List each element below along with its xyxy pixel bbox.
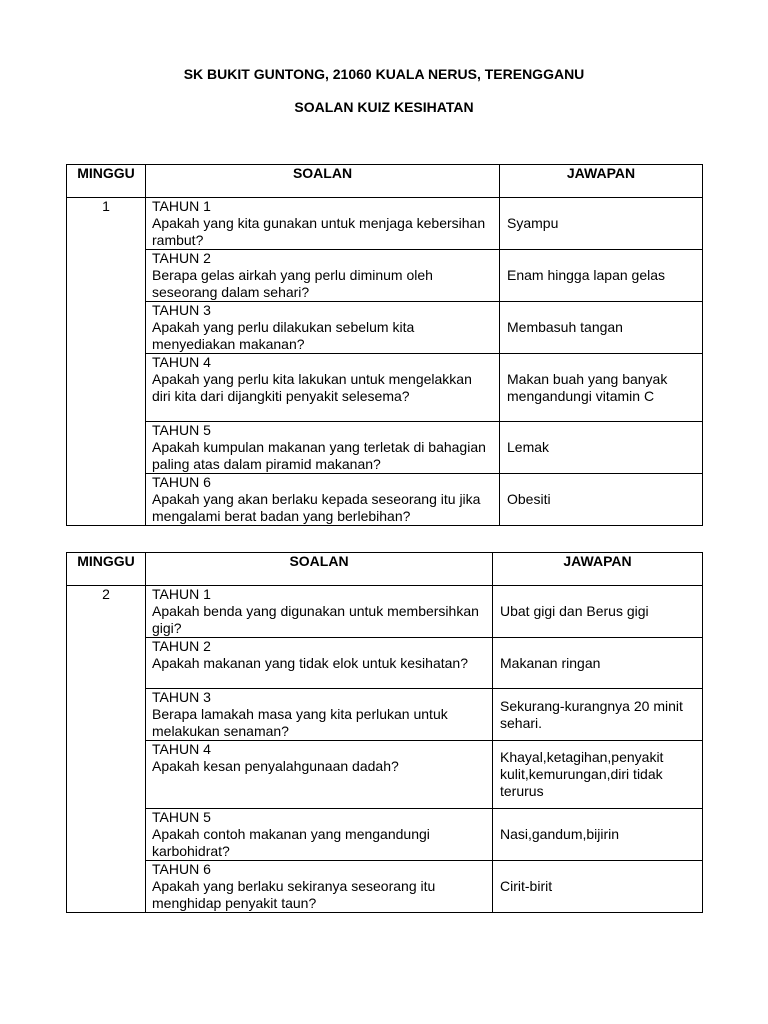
- year-label: TAHUN 6: [152, 861, 211, 877]
- question-cell: [146, 250, 500, 302]
- column-header-minggu: MINGGU: [67, 165, 146, 198]
- table-row: [67, 422, 703, 474]
- table-row: [67, 741, 703, 809]
- question-cell: [146, 302, 500, 354]
- question-cell: [146, 638, 493, 689]
- answer-cell: Makan buah yang banyak mengandungi vitamin C: [500, 354, 703, 422]
- table-row: [67, 689, 703, 741]
- column-header-jawapan: JAWAPAN: [493, 553, 703, 586]
- question-cell: [146, 861, 493, 913]
- answer-cell: Cirit-birit: [493, 861, 703, 913]
- question-cell: [146, 741, 493, 809]
- year-label: TAHUN 4: [152, 741, 211, 757]
- question-text: Apakah makanan yang tidak elok untuk kesihatan?: [152, 655, 468, 671]
- question-text: Apakah contoh makanan yang mengandungi karbohidrat?: [152, 826, 430, 859]
- table-row: [67, 250, 703, 302]
- question-text: Apakah yang berlaku sekiranya seseorang itu menghidap penyakit taun?: [152, 878, 436, 911]
- question-text: Apakah benda yang digunakan untuk membersihkan gigi?: [152, 603, 479, 636]
- table-row: [67, 809, 703, 861]
- table-row: [67, 198, 703, 250]
- year-label: TAHUN 1: [152, 586, 211, 602]
- question-cell: [146, 586, 493, 638]
- year-label: TAHUN 5: [152, 809, 211, 825]
- question-text: Apakah yang kita gunakan untuk menjaga kebersihan rambut?: [152, 215, 486, 248]
- question-text: Apakah kumpulan makanan yang terletak di bahagian paling atas dalam piramid makanan?: [152, 439, 486, 472]
- question-cell: [146, 354, 500, 422]
- document-title: SOALAN KUIZ KESIHATAN: [294, 99, 474, 115]
- year-label: TAHUN 4: [152, 354, 211, 370]
- year-label: TAHUN 3: [152, 689, 211, 705]
- week-number: 1: [67, 198, 146, 526]
- question-cell: [146, 689, 493, 741]
- year-label: TAHUN 3: [152, 302, 211, 318]
- answer-cell: Syampu: [500, 198, 703, 250]
- column-header-soalan: SOALAN: [146, 553, 493, 586]
- table-row: [67, 586, 703, 638]
- table-row: [67, 861, 703, 913]
- question-cell: [146, 422, 500, 474]
- table-row: [67, 474, 703, 526]
- week-number: 2: [67, 586, 146, 913]
- answer-cell: Enam hingga lapan gelas: [500, 250, 703, 302]
- answer-cell: Khayal,ketagihan,penyakit kulit,kemurungan,diri tidak terurus: [493, 741, 703, 809]
- column-header-jawapan: JAWAPAN: [500, 165, 703, 198]
- year-label: TAHUN 1: [152, 198, 211, 214]
- answer-cell: Sekurang-kurangnya 20 minit sehari.: [493, 689, 703, 741]
- quiz-table-week-2: [66, 552, 703, 913]
- answer-cell: Lemak: [500, 422, 703, 474]
- question-text: Berapa gelas airkah yang perlu diminum oleh seseorang dalam sehari?: [152, 267, 433, 300]
- question-text: Apakah kesan penyalahgunaan dadah?: [152, 758, 399, 774]
- table-row: [67, 302, 703, 354]
- column-header-minggu: MINGGU: [67, 553, 146, 586]
- question-text: Apakah yang akan berlaku kepada seseorang itu jika mengalami berat badan yang berlebihan?: [152, 491, 481, 524]
- year-label: TAHUN 2: [152, 638, 211, 654]
- table-row: [67, 354, 703, 422]
- table-header-row: [67, 553, 703, 586]
- answer-cell: Ubat gigi dan Berus gigi: [493, 586, 703, 638]
- question-cell: [146, 474, 500, 526]
- question-text: Berapa lamakah masa yang kita perlukan untuk melakukan senaman?: [152, 706, 448, 739]
- quiz-table-week-1: [66, 164, 703, 526]
- question-text: Apakah yang perlu kita lakukan untuk mengelakkan diri kita dari dijangkiti penyakit selesema?: [152, 371, 472, 404]
- year-label: TAHUN 5: [152, 422, 211, 438]
- answer-cell: Nasi,gandum,bijirin: [493, 809, 703, 861]
- table-row: [67, 638, 703, 689]
- answer-cell: Makanan ringan: [493, 638, 703, 689]
- answer-cell: Obesiti: [500, 474, 703, 526]
- column-header-soalan: SOALAN: [146, 165, 500, 198]
- question-text: Apakah yang perlu dilakukan sebelum kita menyediakan makanan?: [152, 319, 415, 352]
- year-label: TAHUN 6: [152, 474, 211, 490]
- question-cell: [146, 809, 493, 861]
- answer-cell: Membasuh tangan: [500, 302, 703, 354]
- table-header-row: [67, 165, 703, 198]
- year-label: TAHUN 2: [152, 250, 211, 266]
- school-heading: SK BUKIT GUNTONG, 21060 KUALA NERUS, TERENGGANU: [183, 66, 585, 82]
- question-cell: [146, 198, 500, 250]
